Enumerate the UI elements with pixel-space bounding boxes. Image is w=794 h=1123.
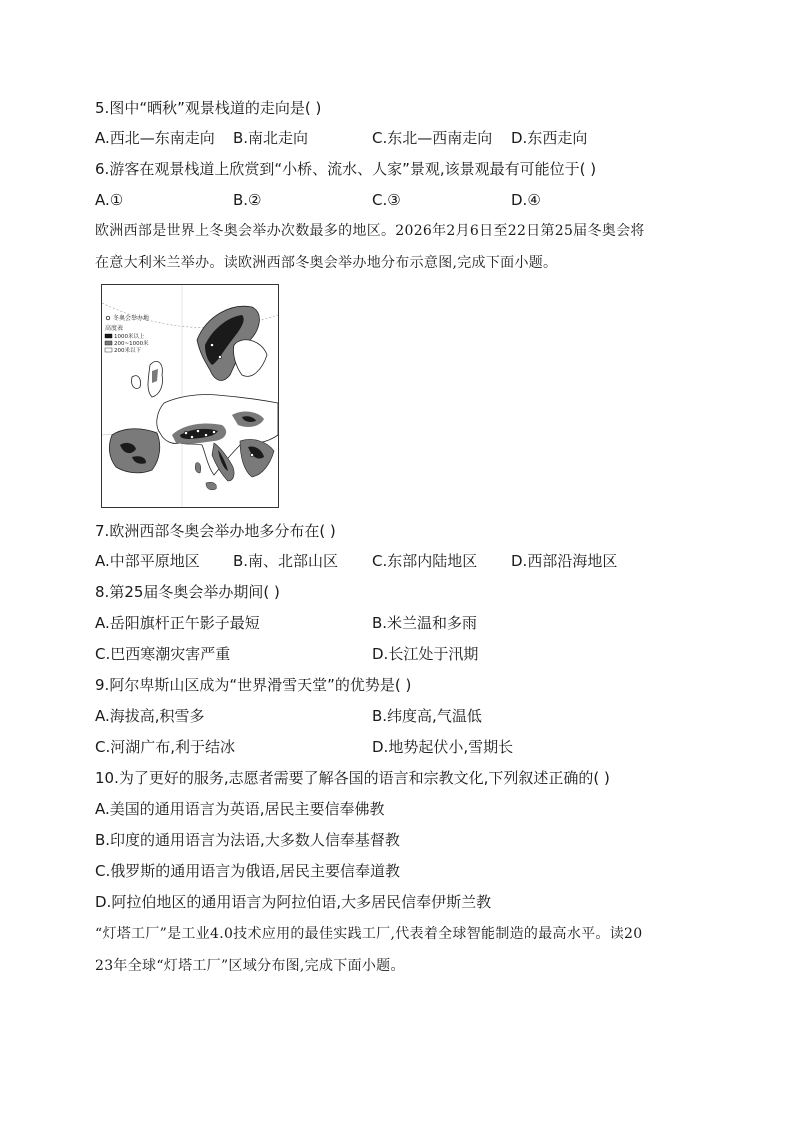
q5-option-c[interactable]: C.东北—西南走向 — [372, 129, 493, 147]
legend-title: 高度表 — [105, 325, 124, 332]
lighthouse-passage-line-2: 23年全球“灯塔工厂”区域分布图,完成下面小题。 — [95, 958, 405, 974]
legend-host-site-icon — [106, 316, 110, 320]
question-8-stem: 8.第25届冬奥会举办期间( ) — [95, 583, 280, 601]
legend-swatch-low — [105, 348, 112, 352]
q9-option-a[interactable]: A.海拔高,积雪多 — [95, 707, 205, 725]
q10-option-a[interactable]: A.美国的通用语言为英语,居民主要信奉佛教 — [95, 800, 385, 818]
q5-option-b[interactable]: B.南北走向 — [233, 129, 309, 147]
question-6-stem: 6.游客在观景栈道上欣赏到“小桥、流水、人家”景观,该景观最有可能位于( ) — [95, 160, 597, 178]
q7-option-c[interactable]: C.东部内陆地区 — [372, 552, 478, 570]
q9-option-b[interactable]: B.纬度高,气温低 — [372, 707, 482, 725]
q5-option-d[interactable]: D.东西走向 — [511, 129, 588, 147]
q6-option-d[interactable]: D.④ — [511, 191, 541, 209]
question-9-stem: 9.阿尔卑斯山区成为“世界滑雪天堂”的优势是( ) — [95, 676, 412, 694]
europe-passage-line-1: 欧洲西部是世界上冬奥会举办次数最多的地区。2026年2月6日至22日第25届冬奥会将 — [95, 223, 645, 239]
europe-winter-olympics-map — [101, 284, 279, 508]
question-10-stem: 10.为了更好的服务,志愿者需要了解各国的语言和宗教文化,下列叙述正确的( ) — [95, 769, 610, 787]
q9-option-c[interactable]: C.河湖广布,利于结冰 — [95, 738, 236, 756]
q6-option-c[interactable]: C.③ — [372, 191, 401, 209]
q8-option-d[interactable]: D.长江处于汛期 — [372, 645, 479, 663]
q9-option-d[interactable]: D.地势起伏小,雪期长 — [372, 738, 514, 756]
q10-option-d[interactable]: D.阿拉伯地区的通用语言为阿拉伯语,大多居民信奉伊斯兰教 — [95, 893, 492, 911]
lighthouse-passage-line-1: “灯塔工厂”是工业4.0技术应用的最佳实践工厂,代表着全球智能制造的最高水平。读20 — [95, 926, 643, 942]
q10-option-b[interactable]: B.印度的通用语言为法语,大多数人信奉基督教 — [95, 831, 400, 849]
q8-option-a[interactable]: A.岳阳旗杆正午影子最短 — [95, 614, 260, 632]
legend-host-site-label: 冬奥会举办地 — [113, 315, 150, 322]
q6-option-a[interactable]: A.① — [95, 191, 124, 209]
question-7-stem: 7.欧洲西部冬奥会举办地多分布在( ) — [95, 522, 336, 540]
legend-swatch-mid — [105, 341, 112, 345]
q7-option-a[interactable]: A.中部平原地区 — [95, 552, 200, 570]
legend-label-high: 1000米以上 — [114, 334, 145, 340]
q10-option-c[interactable]: C.俄罗斯的通用语言为俄语,居民主要信奉道教 — [95, 862, 401, 880]
q8-option-b[interactable]: B.米兰温和多雨 — [372, 614, 478, 632]
europe-passage-line-2: 在意大利米兰举办。读欧洲西部冬奥会举办地分布示意图,完成下面小题。 — [95, 255, 558, 271]
q8-option-c[interactable]: C.巴西寒潮灾害严重 — [95, 645, 231, 663]
legend-label-mid: 200~1000米 — [114, 341, 149, 347]
legend-swatch-high — [105, 334, 112, 338]
q7-option-d[interactable]: D.西部沿海地区 — [511, 552, 618, 570]
q7-option-b[interactable]: B.南、北部山区 — [233, 552, 339, 570]
legend-label-low: 200米以下 — [114, 348, 141, 354]
q6-option-b[interactable]: B.② — [233, 191, 262, 209]
q5-option-a[interactable]: A.西北—东南走向 — [95, 129, 215, 147]
question-5-stem: 5.图中“晒秋”观景栈道的走向是( ) — [95, 99, 322, 117]
